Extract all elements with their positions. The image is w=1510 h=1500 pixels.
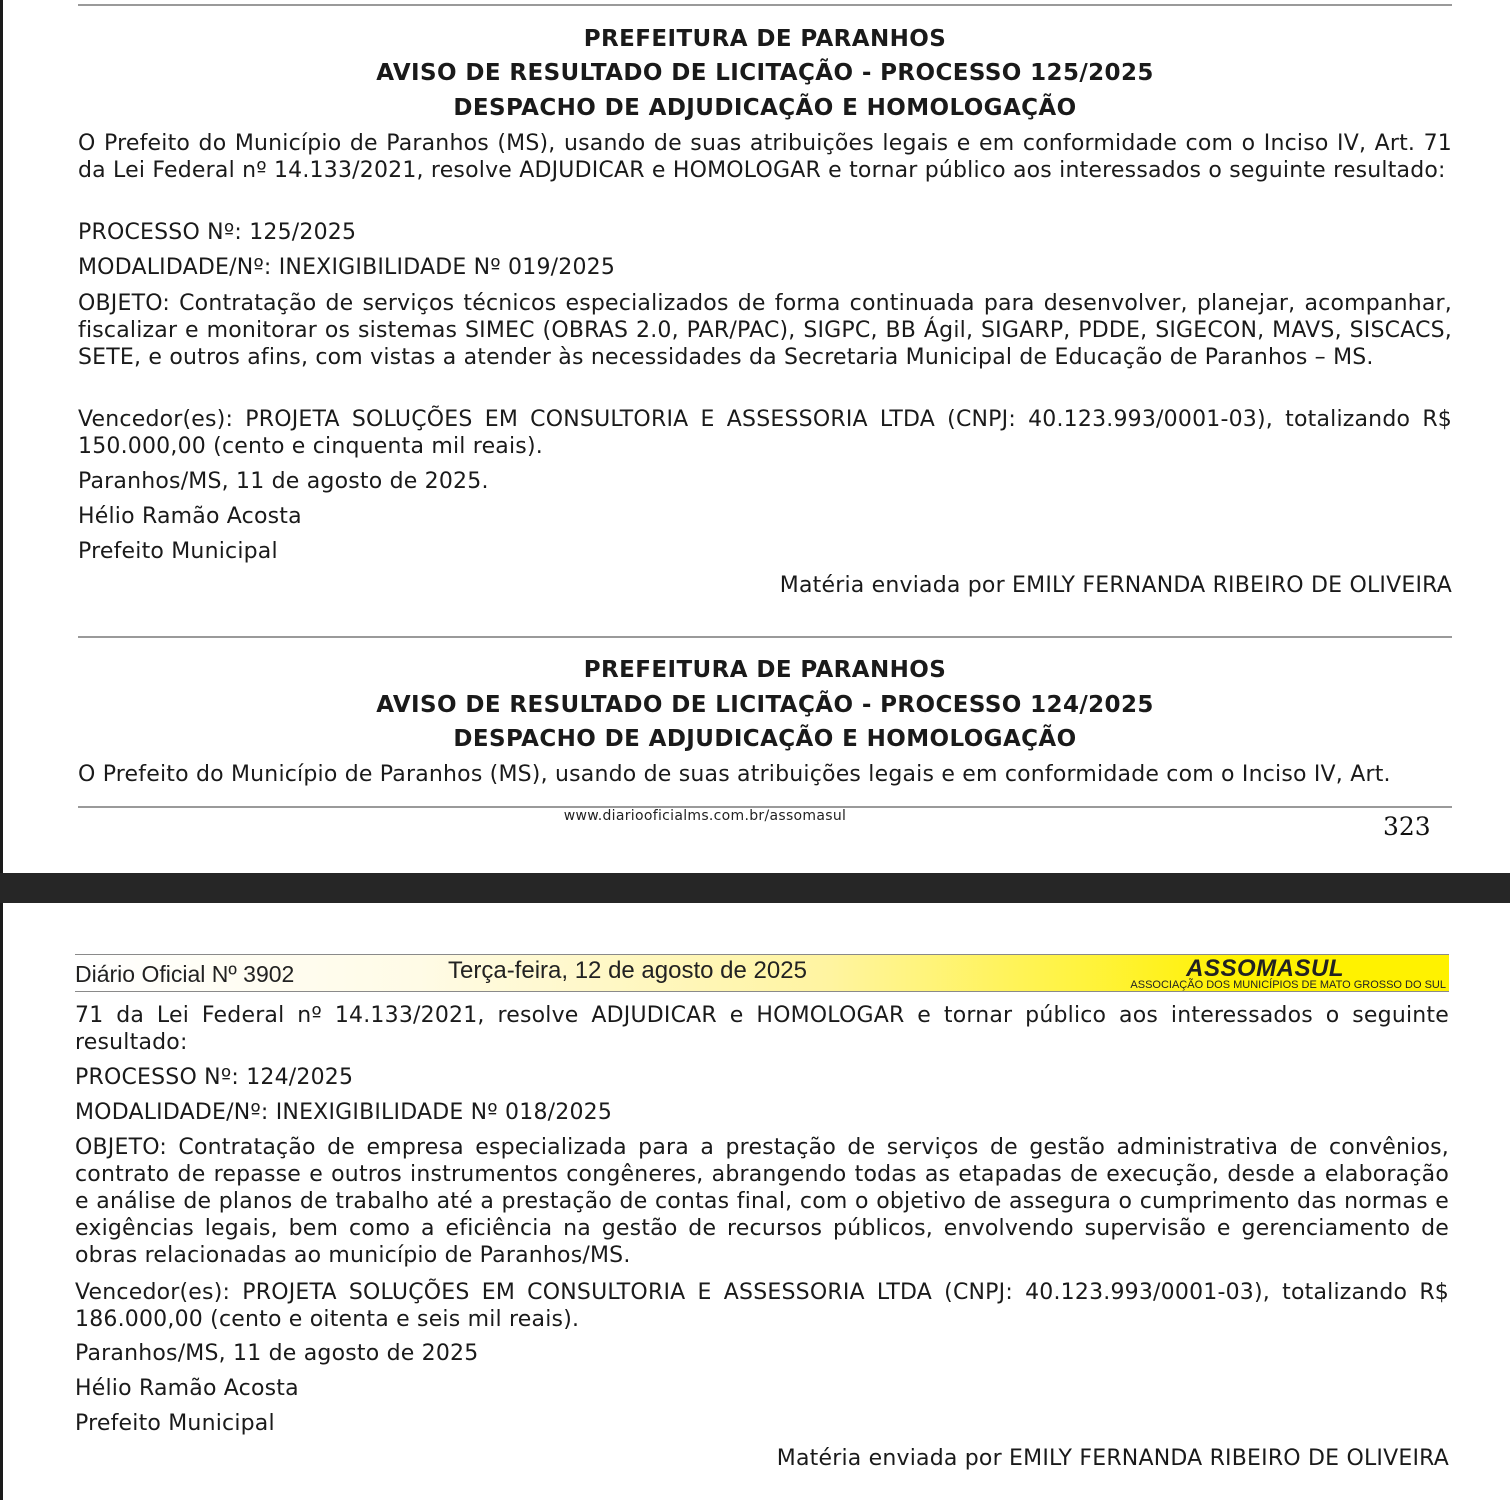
notice1-sent-by: Matéria enviada por EMILY FERNANDA RIBEIRO DE OLIVEIRA xyxy=(779,573,1452,598)
notice1-signer-role: Prefeito Municipal xyxy=(78,539,278,564)
page-number: 323 xyxy=(1383,812,1431,841)
notice2-signer: Hélio Ramão Acosta xyxy=(75,1376,299,1401)
notice-divider xyxy=(78,636,1452,638)
notice1-objeto: OBJETO: Contratação de serviços técnicos especializados de forma continuada para desenvolver, planejar, acompanhar, fiscalizar e monitorar os sistemas SIMEC (OBRAS 2.0, PAR/PAC), SIGPC, BB Ágil, SIGARP, PDDE, SIGECON, MAVS, SISCACS, SETE, e outros afins, com vistas a atender às necessidades da Secretaria Municipal de Educação de Paranhos – MS. xyxy=(78,291,1452,370)
notice2-modalidade: MODALIDADE/Nº: INEXIGIBILIDADE Nº 018/2025 xyxy=(75,1100,613,1125)
brand-logo: ASSOMASUL xyxy=(1186,955,1344,982)
header-date: Terça-feira, 12 de agosto de 2025 xyxy=(448,957,807,984)
notice2-signer-role: Prefeito Municipal xyxy=(75,1411,275,1436)
notice2-intro-part2: 71 da Lei Federal nº 14.133/2021, resolve ADJUDICAR e HOMOLOGAR e tornar público aos interessados o seguinte resultado: xyxy=(75,1003,1449,1055)
notice2-vencedor: Vencedor(es): PROJETA SOLUÇÕES EM CONSULTORIA E ASSESSORIA LTDA (CNPJ: 40.123.993/0001-03), totalizando R$ 186.000,00 (cento e oitenta e seis mil reais). xyxy=(75,1280,1449,1332)
notice2-title: AVISO DE RESULTADO DE LICITAÇÃO - PROCESSO 124/2025 xyxy=(376,692,1154,718)
notice2-org: PREFEITURA DE PARANHOS xyxy=(583,657,947,683)
edition-number: Diário Oficial Nº 3902 xyxy=(75,961,295,987)
brand-subtitle: ASSOCIAÇÃO DOS MUNICÍPIOS DE MATO GROSSO DO SUL xyxy=(1130,979,1446,991)
notice2-local-data: Paranhos/MS, 11 de agosto de 2025 xyxy=(75,1341,479,1366)
notice2-subtitle: DESPACHO DE ADJUDICAÇÃO E HOMOLOGAÇÃO xyxy=(453,726,1077,752)
notice1-vencedor: Vencedor(es): PROJETA SOLUÇÕES EM CONSULTORIA E ASSESSORIA LTDA (CNPJ: 40.123.993/0001-03), totalizando R$ 150.000,00 (cento e cinquenta mil reais). xyxy=(78,407,1452,459)
notice1-local-data: Paranhos/MS, 11 de agosto de 2025. xyxy=(78,469,489,494)
notice1-intro: O Prefeito do Município de Paranhos (MS), usando de suas atribuições legais e em conformidade com o Inciso IV, Art. 71 da Lei Federal nº 14.133/2021, resolve ADJUDICAR e HOMOLOGAR e tornar público aos interessados o seguinte resultado: xyxy=(78,131,1452,183)
notice2-sent-by: Matéria enviada por EMILY FERNANDA RIBEIRO DE OLIVEIRA xyxy=(776,1446,1449,1471)
notice1-title: AVISO DE RESULTADO DE LICITAÇÃO - PROCESSO 125/2025 xyxy=(376,60,1154,86)
notice1-signer: Hélio Ramão Acosta xyxy=(78,504,302,529)
notice2-processo: PROCESSO Nº: 124/2025 xyxy=(75,1065,354,1090)
notice1-org: PREFEITURA DE PARANHOS xyxy=(583,26,947,52)
notice2-objeto: OBJETO: Contratação de empresa especializada para a prestação de serviços de gestão administrativa de convênios, contrato de repasse e outros instrumentos congêneres, abrangendo todas as etapadas de execução, desde a elaboração e análise de planos de trabalho até a prestação de contas final, com o objetivo de assegura o cumprimento das normas e exigências legais, bem como a eficiência na gestão de recursos públicos, envolvendo supervisão e gerenciamento de obras relacionadas ao município de Paranhos/MS. xyxy=(75,1135,1449,1268)
page-separator xyxy=(0,873,1510,903)
page-header xyxy=(75,954,1449,992)
top-divider xyxy=(78,4,1452,6)
notice1-processo: PROCESSO Nº: 125/2025 xyxy=(78,220,357,245)
notice1-modalidade: MODALIDADE/Nº: INEXIGIBILIDADE Nº 019/2025 xyxy=(78,255,616,280)
footer-url: www.diariooficialms.com.br/assomasul xyxy=(563,808,847,824)
notice2-intro-part1: O Prefeito do Município de Paranhos (MS), usando de suas atribuições legais e em conformidade com o Inciso IV, Art. xyxy=(78,762,1391,787)
notice1-subtitle: DESPACHO DE ADJUDICAÇÃO E HOMOLOGAÇÃO xyxy=(453,95,1077,121)
